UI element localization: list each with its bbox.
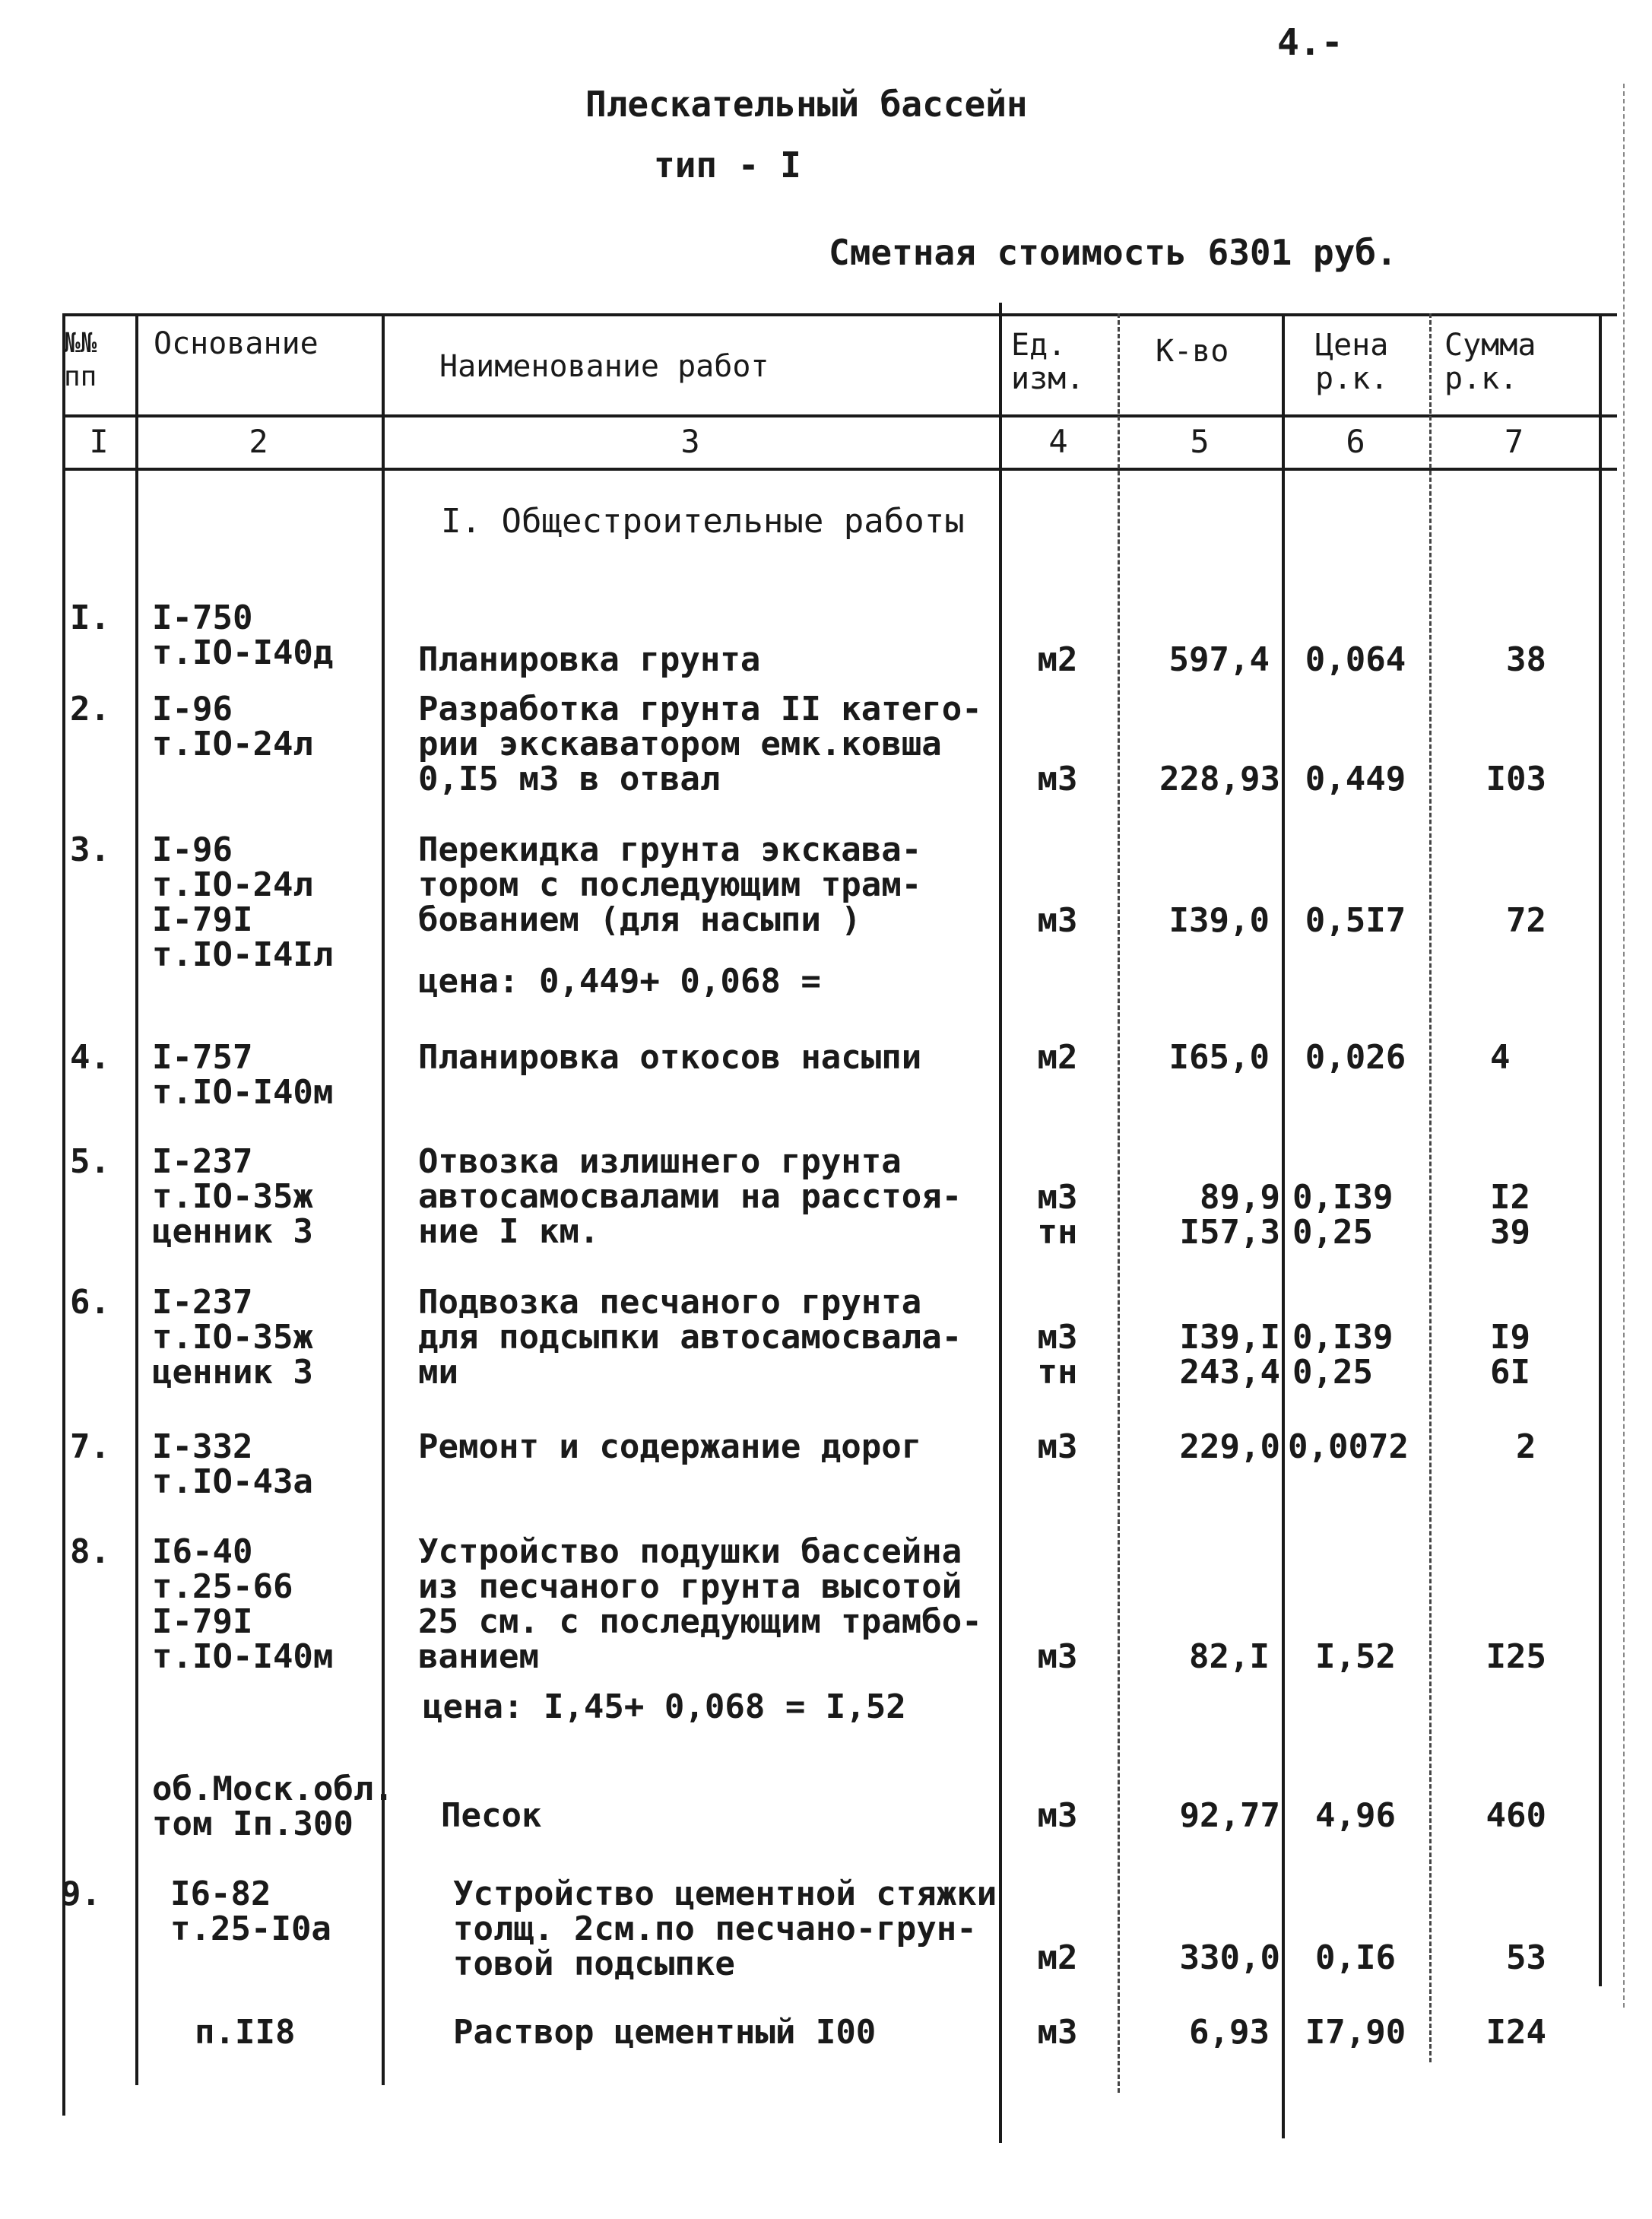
row-7-price: 0,0072 xyxy=(1288,1427,1409,1466)
row-7-sum: 2 xyxy=(1516,1427,1536,1466)
row-9-number: 9. xyxy=(61,1875,101,1913)
row-8a-sum: 460 xyxy=(1486,1796,1546,1835)
row-7-number: 7. xyxy=(70,1427,110,1466)
column-number-divider xyxy=(62,468,1617,471)
row-3-unit: м3 xyxy=(1037,901,1078,940)
row-6-unit: м3 тн xyxy=(1037,1318,1078,1392)
row-1-sum: 38 xyxy=(1506,640,1546,679)
scan-edge-line xyxy=(1623,84,1625,2008)
row-1-unit: м2 xyxy=(1037,640,1078,679)
col-header-qty: К-во xyxy=(1156,334,1229,369)
row-3-qty: I39,0 xyxy=(1168,901,1270,940)
row-7-unit: м3 xyxy=(1037,1427,1078,1466)
row-2-unit: м3 xyxy=(1037,760,1078,798)
row-9a-work: Раствор цементный I00 xyxy=(453,2013,877,2052)
row-9-sum: 53 xyxy=(1506,1938,1546,1977)
col-number-4: 4 xyxy=(1048,423,1068,460)
estimated-cost: Сметная стоимость 6301 руб. xyxy=(829,232,1397,273)
row-5-sum: I2 39 xyxy=(1490,1178,1530,1252)
col-header-num: №№ пп xyxy=(64,328,97,392)
row-8a-work: Песок xyxy=(441,1796,542,1835)
row-3-price-note: цена: 0,449+ 0,068 = xyxy=(418,962,821,1001)
row-1-number: I. xyxy=(70,598,110,637)
header-divider xyxy=(62,414,1617,417)
row-5-price: 0,I39 0,25 xyxy=(1292,1178,1394,1252)
row-3-price: 0,5I7 xyxy=(1305,901,1406,940)
row-4-number: 4. xyxy=(70,1038,110,1077)
row-9a-qty: 6,93 xyxy=(1189,2013,1270,2052)
row-9-unit: м2 xyxy=(1037,1938,1078,1977)
row-6-work: Подвозка песчаного грунта для подсыпки автосамосвала- ми xyxy=(418,1283,962,1392)
row-1-basis: I-750 т.IO-I40д xyxy=(152,598,334,672)
row-9-work: Устройство цементной стяжки толщ. 2см.по песчано-грун- товой подсыпке xyxy=(453,1875,997,1983)
col-border-0 xyxy=(62,313,65,2116)
row-6-qty: I39,I 243,4 xyxy=(1179,1318,1280,1392)
row-9-qty: 330,0 xyxy=(1179,1938,1280,1977)
col-header-work: Наименование работ xyxy=(439,349,769,384)
row-2-qty: 228,93 xyxy=(1159,760,1280,798)
row-8a-price: 4,96 xyxy=(1315,1796,1396,1835)
section-title: I. Общестроительные работы xyxy=(441,502,965,541)
col-number-3: 3 xyxy=(680,423,700,460)
col-number-2: 2 xyxy=(249,423,268,460)
row-9a-sum: I24 xyxy=(1486,2013,1546,2052)
row-5-number: 5. xyxy=(70,1142,110,1181)
col-number-6: 6 xyxy=(1346,423,1365,460)
row-6-basis: I-237 т.IO-35ж ценник 3 xyxy=(152,1283,313,1392)
row-2-number: 2. xyxy=(70,690,110,729)
row-2-basis: I-96 т.IO-24л xyxy=(152,690,313,763)
row-8-qty: 82,I xyxy=(1189,1637,1270,1676)
row-8a-unit: м3 xyxy=(1037,1796,1078,1835)
row-8-basis: I6-40 т.25-66 I-79I т.IO-I40м xyxy=(152,1532,334,1676)
row-8-sum: I25 xyxy=(1486,1637,1546,1676)
row-3-work: Перекидка грунта экскава- тором с последующим трам- бованием (для насыпи ) xyxy=(418,830,922,939)
row-4-sum: 4 xyxy=(1490,1038,1511,1077)
row-7-basis: I-332 т.IO-43а xyxy=(152,1427,313,1501)
col-border-1 xyxy=(135,313,138,2085)
col-header-price: Цена р.к. xyxy=(1315,328,1389,396)
row-1-price: 0,064 xyxy=(1305,640,1406,679)
col-border-7 xyxy=(1599,313,1602,1986)
row-4-price: 0,026 xyxy=(1305,1038,1406,1077)
row-8-price: I,52 xyxy=(1315,1637,1396,1676)
row-9-basis: I6-82 т.25-I0а xyxy=(170,1875,331,1948)
row-3-sum: 72 xyxy=(1506,901,1546,940)
row-7-work: Ремонт и содержание дорог xyxy=(418,1427,922,1466)
document-subtitle: тип - I xyxy=(654,144,801,186)
row-5-unit: м3 тн xyxy=(1037,1178,1078,1252)
row-5-basis: I-237 т.IO-35ж ценник 3 xyxy=(152,1142,313,1251)
row-2-price: 0,449 xyxy=(1305,760,1406,798)
row-5-work: Отвозка излишнего грунта автосамосвалами на расстоя- ние I км. xyxy=(418,1142,962,1251)
row-9-price: 0,I6 xyxy=(1315,1938,1396,1977)
col-header-unit: Ед. изм. xyxy=(1011,328,1085,396)
col-number-7: 7 xyxy=(1504,423,1524,460)
row-9a-unit: м3 xyxy=(1037,2013,1078,2052)
col-border-4 xyxy=(1118,313,1120,2093)
row-6-sum: I9 6I xyxy=(1490,1318,1530,1392)
row-8-work: Устройство подушки бассейна из песчаного грунта высотой 25 см. с последующим трамбо- ванием xyxy=(418,1532,982,1676)
table-top-border xyxy=(62,313,1617,316)
row-4-unit: м2 xyxy=(1037,1038,1078,1077)
row-8-number: 8. xyxy=(70,1532,110,1571)
row-2-sum: I03 xyxy=(1486,760,1546,798)
col-header-sum: Сумма р.к. xyxy=(1444,328,1536,396)
row-3-basis: I-96 т.IO-24л I-79I т.IO-I4Iл xyxy=(152,830,334,974)
row-8-unit: м3 xyxy=(1037,1637,1078,1676)
row-1-work: Планировка грунта xyxy=(418,640,761,679)
col-number-5: 5 xyxy=(1190,423,1210,460)
row-5-qty: 89,9 I57,3 xyxy=(1179,1178,1280,1252)
row-9a-price: I7,90 xyxy=(1305,2013,1406,2052)
row-4-work: Планировка откосов насыпи xyxy=(418,1038,922,1077)
col-border-6 xyxy=(1429,313,1432,2062)
row-8a-basis: об.Моск.обл. том Iп.300 xyxy=(152,1770,394,1843)
col-number-1: I xyxy=(89,423,109,460)
row-8-price-note: цена: I,45+ 0,068 = I,52 xyxy=(423,1687,906,1726)
row-2-work: Разработка грунта II катего- рии экскаватором емк.ковша 0,I5 м3 в отвал xyxy=(418,690,982,798)
document-title: Плескательный бассейн xyxy=(585,84,1028,125)
row-6-number: 6. xyxy=(70,1283,110,1322)
col-header-basis: Основание xyxy=(154,326,319,361)
row-1-qty: 597,4 xyxy=(1168,640,1270,679)
row-6-price: 0,I39 0,25 xyxy=(1292,1318,1394,1392)
row-8a-qty: 92,77 xyxy=(1179,1796,1280,1835)
row-3-number: 3. xyxy=(70,830,110,869)
row-9a-basis: п.II8 xyxy=(195,2013,296,2052)
page-number: 4.- xyxy=(1277,21,1343,64)
row-7-qty: 229,0 xyxy=(1179,1427,1280,1466)
row-4-basis: I-757 т.IO-I40м xyxy=(152,1038,334,1112)
row-4-qty: I65,0 xyxy=(1168,1038,1270,1077)
col-border-5 xyxy=(1282,313,1285,2138)
